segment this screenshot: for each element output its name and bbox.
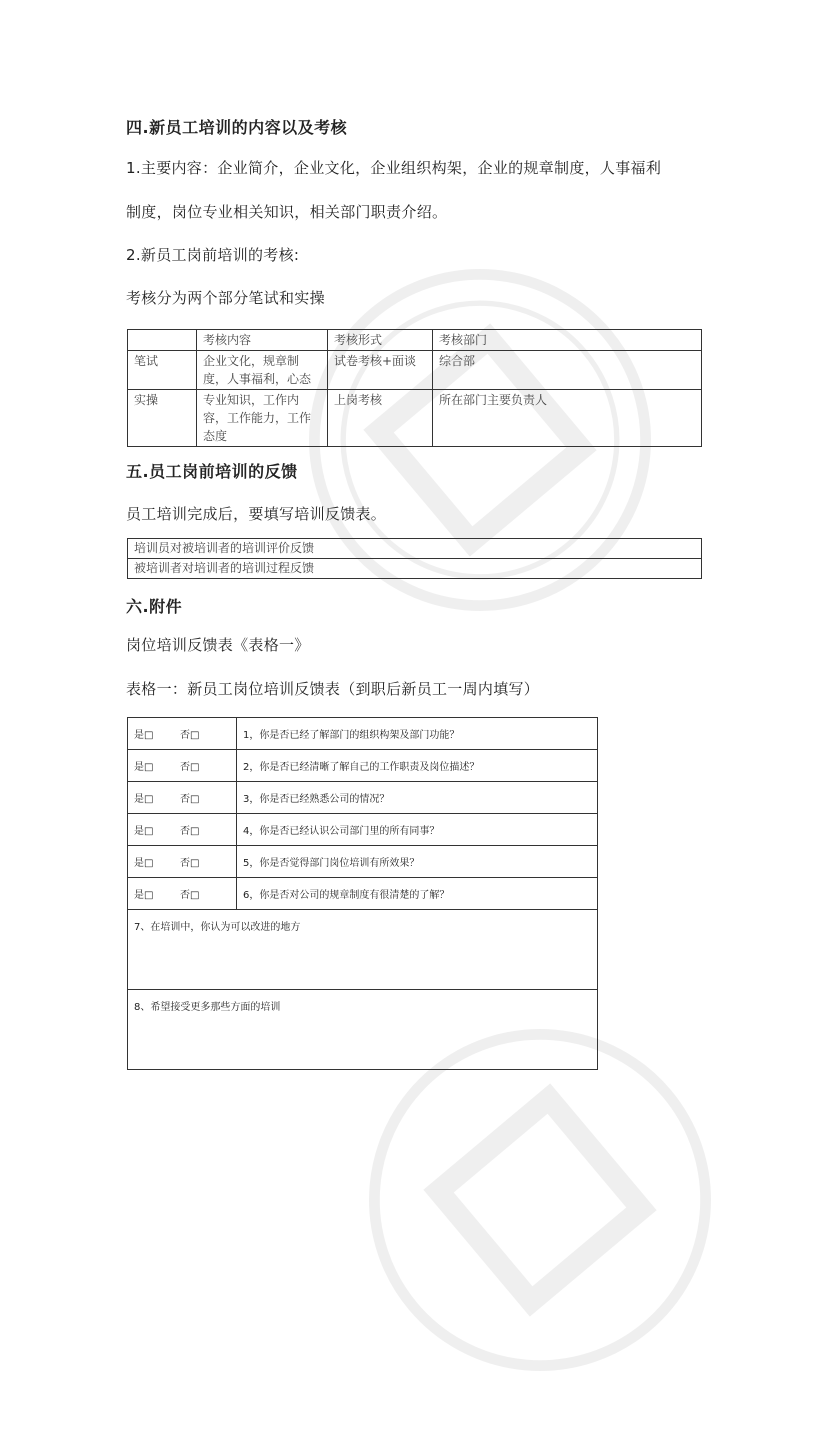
question-row bbox=[128, 750, 598, 782]
section-4-heading: 四.新员工培训的内容以及考核 bbox=[126, 118, 348, 137]
question-row bbox=[128, 782, 598, 814]
header-cell: 考核内容 bbox=[197, 330, 328, 351]
table-cell: 企业文化，规章制度，人事福利，心态 bbox=[197, 351, 328, 390]
assessment-title: 2.新员工岗前培训的考核: bbox=[126, 246, 300, 264]
no-checkbox[interactable]: 否□ bbox=[180, 858, 200, 869]
no-checkbox[interactable]: 否□ bbox=[180, 762, 200, 773]
training-feedback-form bbox=[127, 717, 598, 1070]
yes-no-cell bbox=[128, 782, 237, 814]
attachment-label: 岗位培训反馈表《表格一》 bbox=[126, 636, 310, 654]
content-line-1: 1.主要内容：企业简介，企业文化，企业组织构架，企业的规章制度，人事福利 bbox=[126, 159, 662, 177]
no-checkbox[interactable]: 否□ bbox=[180, 826, 200, 837]
form-title: 表格一：新员工岗位培训反馈表（到职后新员工一周内填写） bbox=[126, 680, 540, 698]
open-question-improvement[interactable]: 7、在培训中，你认为可以改进的地方 bbox=[128, 910, 598, 990]
yes-checkbox[interactable]: 是□ bbox=[134, 826, 154, 837]
open-question-row bbox=[128, 910, 598, 990]
yes-checkbox[interactable]: 是□ bbox=[134, 730, 154, 741]
table-cell: 笔试 bbox=[128, 351, 197, 390]
header-cell bbox=[128, 330, 197, 351]
yes-no-cell bbox=[128, 846, 237, 878]
question-row bbox=[128, 878, 598, 910]
assessment-intro: 考核分为两个部分笔试和实操 bbox=[126, 289, 325, 307]
question-text: 2，你是否已经清晰了解自己的工作职责及岗位描述？ bbox=[237, 750, 598, 782]
feedback-intro: 员工培训完成后，要填写培训反馈表。 bbox=[126, 505, 387, 523]
table-row bbox=[128, 390, 702, 447]
yes-checkbox[interactable]: 是□ bbox=[134, 794, 154, 805]
question-text: 4，你是否已经认识公司部门里的所有同事？ bbox=[237, 814, 598, 846]
question-text: 6，你是否对公司的规章制度有很清楚的了解？ bbox=[237, 878, 598, 910]
no-checkbox[interactable]: 否□ bbox=[180, 730, 200, 741]
section-6-heading: 六.附件 bbox=[126, 597, 183, 616]
no-checkbox[interactable]: 否□ bbox=[180, 890, 200, 901]
question-text: 1，你是否已经了解部门的组织构架及部门功能？ bbox=[237, 718, 598, 750]
table-row bbox=[128, 351, 702, 390]
yes-no-cell bbox=[128, 814, 237, 846]
table-row bbox=[128, 539, 702, 559]
yes-no-cell bbox=[128, 750, 237, 782]
table-cell: 专业知识，工作内容，工作能力，工作态度 bbox=[197, 390, 328, 447]
table-cell: 所在部门主要负责人 bbox=[433, 390, 702, 447]
question-text: 5，你是否觉得部门岗位培训有所效果？ bbox=[237, 846, 598, 878]
yes-checkbox[interactable]: 是□ bbox=[134, 858, 154, 869]
question-row bbox=[128, 814, 598, 846]
content-line-2: 制度，岗位专业相关知识，相关部门职责介绍。 bbox=[126, 203, 448, 221]
feedback-table bbox=[127, 538, 702, 579]
open-question-more-training[interactable]: 8、希望接受更多那些方面的培训 bbox=[128, 990, 598, 1070]
table-header-row bbox=[128, 330, 702, 351]
yes-no-cell bbox=[128, 718, 237, 750]
table-cell: 试卷考核+面谈 bbox=[328, 351, 433, 390]
no-checkbox[interactable]: 否□ bbox=[180, 794, 200, 805]
section-5-heading: 五.员工岗前培训的反馈 bbox=[126, 462, 298, 481]
table-cell: 上岗考核 bbox=[328, 390, 433, 447]
table-cell: 被培训者对培训者的培训过程反馈 bbox=[128, 559, 702, 579]
table-cell: 实操 bbox=[128, 390, 197, 447]
question-row bbox=[128, 846, 598, 878]
table-row bbox=[128, 559, 702, 579]
yes-no-cell bbox=[128, 878, 237, 910]
assessment-table bbox=[127, 329, 702, 447]
table-cell: 综合部 bbox=[433, 351, 702, 390]
open-question-row bbox=[128, 990, 598, 1070]
question-text: 3，你是否已经熟悉公司的情况？ bbox=[237, 782, 598, 814]
yes-checkbox[interactable]: 是□ bbox=[134, 890, 154, 901]
question-row bbox=[128, 718, 598, 750]
header-cell: 考核形式 bbox=[328, 330, 433, 351]
yes-checkbox[interactable]: 是□ bbox=[134, 762, 154, 773]
header-cell: 考核部门 bbox=[433, 330, 702, 351]
table-cell: 培训员对被培训者的培训评价反馈 bbox=[128, 539, 702, 559]
